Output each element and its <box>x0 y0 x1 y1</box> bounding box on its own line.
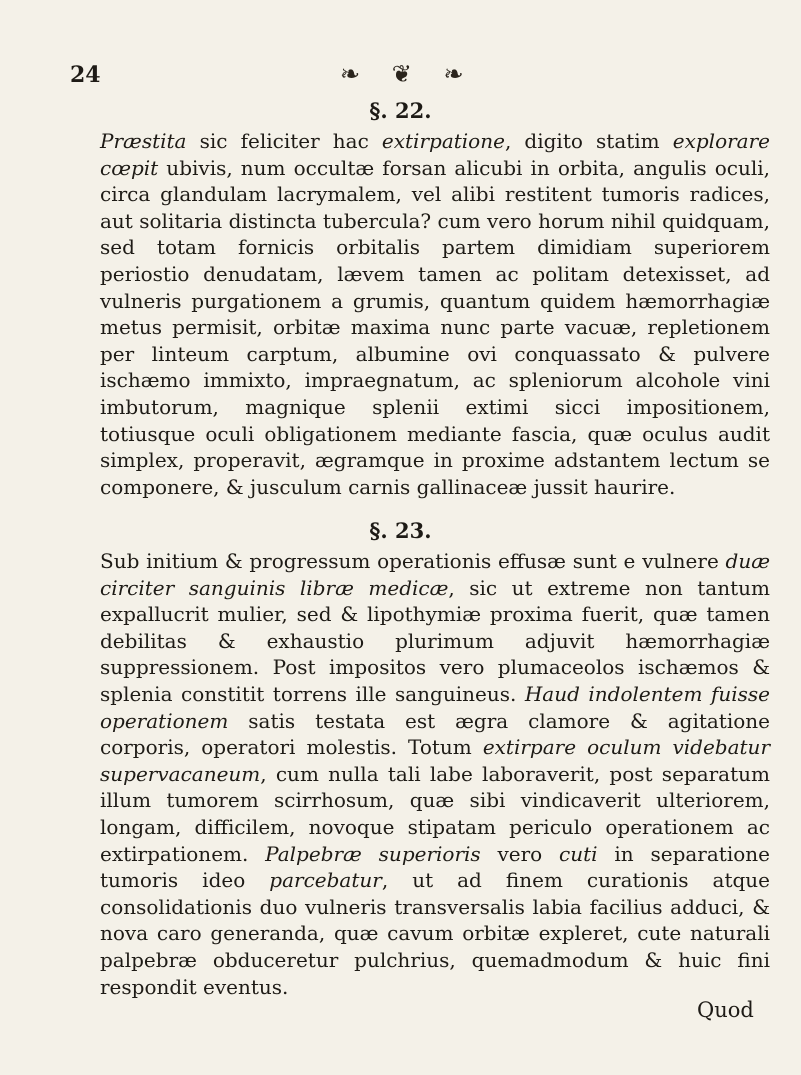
page-header <box>70 56 770 96</box>
paragraph-23 <box>100 548 770 1000</box>
text-run: , digito statim <box>504 129 673 153</box>
italic-run: Haud indolentem fuisse operationem <box>100 681 770 733</box>
italic-run: parcebatur <box>269 868 382 893</box>
text-run: Sub initium & progressum operationis effusæ sunt e vulnere <box>100 549 726 573</box>
text-run: , ut ad finem curationis atque consolidationis duo vulneris transversalis labia facilius adduci, & nova caro generanda, quæ cavum orbitæ expleret, cute naturali palpebræ obduceretur pulchrius, quemadmodum & huic fini respondit eventus. <box>100 868 771 999</box>
italic-run: Palpebræ superioris <box>265 841 481 866</box>
header-ornament: ❧ ❦ ❧ <box>340 60 476 88</box>
italic-run: explorare cœpit <box>100 129 771 180</box>
text-run: , cum nulla tali labe laboraverit, post separatum illum tumorem scirrhosum, quæ sibi vindicaverit ulteriorem, longam, difficilem, novoque stipatam periculo operationem ac extirpationem. <box>100 761 770 866</box>
italic-run: extirpare oculum videbatur supervacaneum <box>100 735 771 786</box>
italic-run: Præstita <box>100 129 187 153</box>
italic-run: duæ circiter sanguinis libræ medicæ <box>100 549 770 600</box>
catchword: Quod <box>697 998 754 1022</box>
section-heading-22: §. 22. <box>369 98 432 123</box>
text-run: , sic ut extreme non tantum expallucrit mulier, sed & lipothymiæ proxima fuerit, quæ tamen debilitas & exhaustio plurimum adjuvit hæmorrhagiæ suppressionem. Post impositos vero plumaceolos ischæmos & splenia constitit torrens ille sanguineus. <box>100 575 770 706</box>
text-run: vero <box>480 841 560 866</box>
italic-run: extirpatione <box>381 129 505 153</box>
page-number: 24 <box>70 62 101 88</box>
section-heading-23: §. 23. <box>369 518 432 543</box>
text-run: ubivis, num occultæ forsan alicubi in orbita, angulis oculi, circa glandulam lacrymalem, vel alibi restitent tumoris radices, aut solitaria distincta tubercula? cum vero horum nihil quidquam, sed totam fornicis orbitalis partem dimidiam superiorem periostio denudatam, lævem tamen ac politam detexisset, ad vulneris purgationem a grumis, quantum quidem hæmorrhagiæ metus permisit, orbitæ maxima nunc parte vacuæ, repletionem per linteum carptum, albumine ovi conquassato & pulvere ischæmo immixto, impraegnatum, ac spleniorum alcohole vini imbutorum, magnique splenii extimi sicci impositionem, totiusque oculi obligationem mediante fascia, quæ oculus audit simplex, properavit, ægramque in proxime adstantem lectum se componere, & jusculum carnis gallinaceæ jussit haurire. <box>100 155 770 499</box>
text-run: satis testata est ægra clamore & agitatione corporis, operatori molestis. Totum <box>100 708 770 760</box>
text-run: in separatione tumoris ideo <box>100 841 770 893</box>
italic-run: cuti <box>559 841 598 866</box>
paragraph-22 <box>100 128 770 500</box>
text-run: sic feliciter hac <box>186 129 382 153</box>
